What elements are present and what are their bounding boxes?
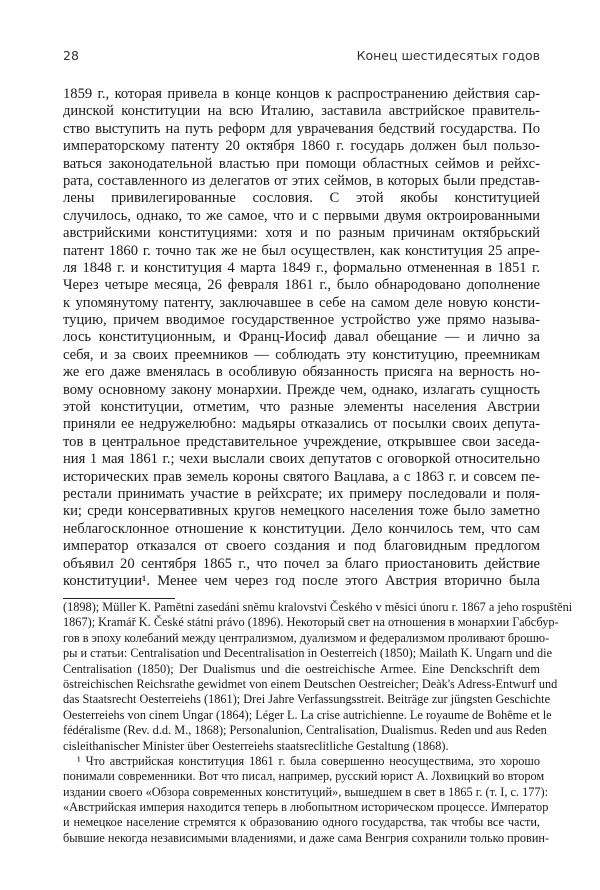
text-line: патент 1860 г. точно так же не был осуществлен, как конституция 25 апре-	[63, 242, 540, 259]
text-line: ство выступить на путь реформ для уврачевания бедствий государства. По	[63, 120, 540, 137]
text-line: конституции¹. Менее чем через год после этого Австрия вторично была	[63, 572, 540, 589]
text-line: 1859 г., которая привела в конце концов к распространению действия сар-	[63, 86, 540, 102]
text-line: же его даже вменялась в особливую обязанность присяга на верность но-	[63, 364, 540, 381]
text-line: император отказался от своего создания и под благовидным предлогом	[63, 538, 540, 555]
footnote-line: cisleithanischer Minister über Oesterreiehs staatsreclitliche Gestaltung (1868).	[63, 738, 449, 753]
text-line: приняли ее недружелюбно: мадьяры отказались от посылки своих депута-	[63, 416, 540, 433]
running-title: Конец шестидесятых годов	[356, 48, 540, 63]
body-text	[63, 86, 540, 590]
text-line: Через четыре месяца, 26 февраля 1861 г., было обнародовано дополнение	[63, 277, 540, 294]
text-line: австрийскими конституциями: хотя и по разным причинам октябрьский	[63, 225, 540, 242]
text-line: к упомянутому патенту, заключавшее в себе на самом деле новую консти-	[63, 294, 540, 311]
text-line: лены привилегированные сословия. С этой якобы конституцией	[63, 190, 540, 207]
page-number: 28	[63, 48, 79, 63]
text-line: лось конституционным, и Франц-Иосиф давал обещание — и лично за	[63, 329, 540, 346]
footnote-line: 1867); Kramář K. České státni právo (1896). Некоторый свет на отношения в монархии Габсбур-	[63, 615, 559, 630]
text-line: случилось, однако, то же самое, что и с первыми двумя октроированными	[63, 207, 540, 224]
text-line: рестали принимать участие в рейхсрате; их примеру последовали и поля-	[63, 485, 540, 502]
footnote-line: издании своего «Обзора современных конституций», вышедшем в свет в 1865 г. (т. I, с. 177):	[63, 784, 549, 799]
text-line: рата, составленного из делегатов от этих сеймов, в которых были представ-	[63, 172, 540, 189]
text-line: этой конституции, отметим, что разные элементы населения Австрии	[63, 399, 540, 416]
text-line: себя, и за своих преемников — соблюдать эту конституцию, преемникам	[63, 346, 540, 363]
footnote-line: бывшие некогда независимыми владениями, и даже сама Венгрия сохранили только провин-	[63, 830, 550, 845]
footnote-line: Centralisation (1850); Der Dualismus und die oestreichische Armee. Eine Denckschrift dem	[63, 661, 540, 676]
footnote-line: гов в эпоху колебаний между централизмом, дуализмом и федерализмом проливают брошю-	[63, 630, 550, 645]
footnotes	[63, 600, 573, 846]
text-line: ваться законодательной властью при помощи областных сеймов и рейхс-	[63, 155, 540, 172]
footnote-line: понимали современники. Вот что писал, например, русский юрист А. Лохвицкий во втором	[63, 769, 545, 784]
text-line: неблагосклонное отношение к конституции. Дело кончилось тем, что сам	[63, 520, 540, 537]
footnote-line: das Staatsrecht Oesterreiehs (1861); Drei Jahre Verfassungsstreit. Beiträge zur jüngsten Geschichte	[63, 692, 551, 707]
text-line: ки; среди консервативных кругов немецкого населения тоже было заметно	[63, 503, 540, 520]
text-line: ния 1 мая 1861 г.; чехи выслали своих депутатов с оговоркой относительно	[63, 451, 540, 468]
text-line: динской конституции на всю Италию, заставила австрийское правитель-	[63, 103, 540, 120]
footnote-line: ¹ Что австрийская конституция 1861 г. была совершенно неосуществима, это хорошо	[77, 753, 540, 768]
footnote-line: (1898); Müller K. Pamětni zasedáni sněmu kralovstvi Českého v měsici únoru r. 1867 a jeho rospuštěni	[63, 600, 573, 614]
text-line: вому основному закону монархии. Прежде чем, однако, излагать сущность	[63, 381, 540, 398]
footnote-divider	[63, 598, 175, 599]
text-line: императорскому патенту 20 октября 1860 г. государь должен был пользо-	[63, 138, 540, 155]
text-line: объявил 20 сентября 1865 г., что почел за благо приостановить действие	[63, 555, 540, 572]
footnote-line: östreichischen Reichsrathe gewidmet von einem Deutschen Oestreicher; Deàk's Adress-Entwurf und	[63, 676, 558, 691]
text-line: исторических прав земель короны святого Вацлава, а с 1863 г. и совсем пе-	[63, 468, 540, 485]
footnote-line: «Австрийская империя находится теперь в любопытном историческом процессе. Император	[63, 800, 549, 815]
footnote-line: Oesterreiehs von cinem Ungar (1864); Léger L. La crise autrichienne. Le royaume de Bohême et le	[63, 707, 552, 722]
footnote-line: и немецкое население стремятся к образованию одного государства, так чтобы все части,	[63, 815, 540, 830]
text-line: ля 1848 г. и конституция 4 марта 1849 г., формально отмененная в 1851 г.	[63, 259, 540, 276]
text-line: туцию, причем вводимое государственное устройство уже прямо называ-	[63, 312, 540, 329]
running-header	[63, 48, 540, 66]
footnote-line: fédéralisme (Rev. d.d. M., 1868); Personalunion, Centralisation, Dualismus. Reden und aus Reden	[63, 723, 547, 738]
footnote-line: ры и статьи: Centralisation und Decentralisation in Oesterreich (1850); Mailath K. Ungarn und die	[63, 646, 553, 661]
text-line: тов в центральное представительное учреждение, открывшее свои заседа-	[63, 433, 540, 450]
